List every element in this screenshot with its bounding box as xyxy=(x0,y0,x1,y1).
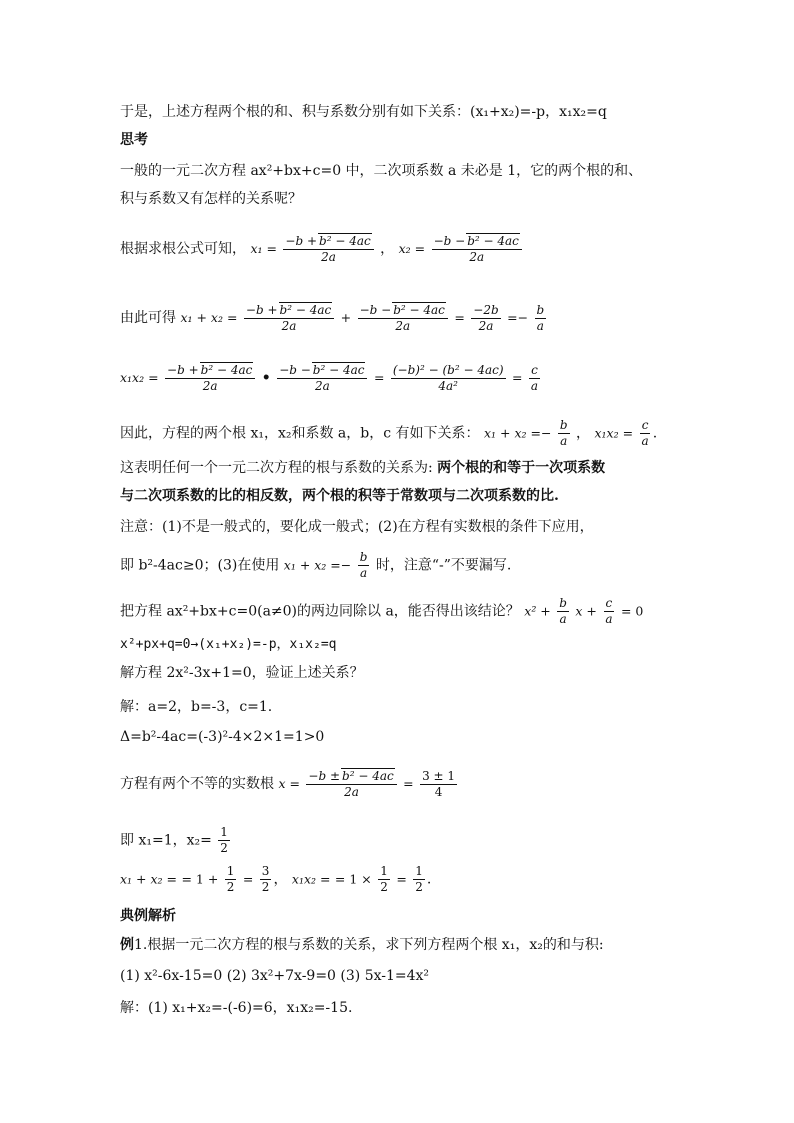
text-line: x²+px+q=0→(x₁+x₂)=-p，x₁x₂=q xyxy=(120,637,337,652)
fraction: $\frac{\text{−b − b² − 4ac}}{2a}$ xyxy=(358,302,448,334)
roots-values-line: 即 x₁=1，x₂= $\frac{1}{2}$ xyxy=(120,825,228,855)
fraction: $\frac{\text{−b − b² − 4ac}}{2a}$ xyxy=(277,362,367,394)
key-conclusion-continued: 与二次项系数的比的相反数，两个根的积等于常数项与二次项系数的比. xyxy=(120,488,559,504)
fraction: $\frac{\text{−b − b² − 4ac}}{2a}$ xyxy=(432,233,522,265)
fraction: $\frac{b}{a}$ xyxy=(536,302,545,333)
product-derivation-line: x₁x₂ = $\frac{\text{−b + b² − 4ac}}{2a}$ • $\frac{\text{−b − b² − 4ac}}{2a}$ = $\frac{\text{(−b)² − (b² − 4ac)}}{\text{4a²}}$ = $\frac{c}{a}$ xyxy=(120,362,539,393)
text-line: 于是，上述方程两个根的和、积与系数分别有如下关系：(x₁+x₂)=-p，x₁x₂=q xyxy=(120,104,607,120)
sum-derivation-line: 由此可得 x₁ + x₂ = $\frac{\text{−b + b² − 4ac}}{2a}$ + $\frac{\text{−b − b² − 4ac}}{2a}$ = $\frac{-2b}{2a}$ =− $\frac{b}{a}$ xyxy=(120,302,545,333)
section-heading-think: 思考 xyxy=(120,132,148,148)
verification-line: x₁ + x₂ = = 1 + $\frac{1}{2}$ = $\frac{3}{2}$ ， x₁x₂ = = 1 × $\frac{1}{2}$ = $\frac{1}{2}$ . xyxy=(120,864,432,894)
fraction: $\frac{c}{a}$ xyxy=(641,418,649,448)
text-line: 解方程 2x²-3x+1=0，验证上述关系？ xyxy=(120,665,364,681)
question-line: 把方程 ax²+bx+c=0(a≠0)的两边同除以 a，能否得出该结论？ x² + $\frac{b}{a}$ x + $\frac{c}{a}$ = 0 xyxy=(120,596,644,626)
note-line-2: 即 b²-4ac≥0；(3)在使用 x₁ + x₂ =− $\frac{b}{a}$ 时，注意“-”不要漏写. xyxy=(120,550,512,580)
math-term: x₁ = xyxy=(250,241,277,256)
section-heading-examples: 典例解析 xyxy=(120,908,176,924)
root-formula-line xyxy=(120,233,524,265)
text-line: 积与系数又有怎样的关系呢？ xyxy=(120,191,302,207)
punct: ， xyxy=(380,241,395,257)
text-line: Δ=b²-4ac=(-3)²-4×2×1=1>0 xyxy=(120,729,325,745)
solution-line: 解：(1) x₁+x₂=-(-6)=6，x₁x₂=-15. xyxy=(120,1000,353,1016)
text: 由此可得 xyxy=(120,310,176,326)
fraction: $\frac{\text{(−b)² − (b² − 4ac)}}{\text{4a²}}$ xyxy=(392,362,504,393)
fraction: $\frac{\text{−b + b² − 4ac}}{2a}$ xyxy=(244,302,334,334)
fraction: $\frac{3 \pm 1}{4}$ xyxy=(422,768,456,799)
fraction: $\frac{b}{a}$ xyxy=(559,418,568,448)
text-line: 这表明任何一个一元二次方程的根与系数的关系为: 两个根的和等于一次项系数 xyxy=(120,460,606,476)
fraction: $\frac{1}{2}$ xyxy=(415,864,423,894)
fraction: $\frac{c}{a}$ xyxy=(530,362,539,393)
example-equations: (1) x²-6x-15=0 (2) 3x²+7x-9=0 (3) 5x-1=4x² xyxy=(120,968,430,984)
text-line: 一般的一元二次方程 ax²+bx+c=0 中，二次项系数 a 未必是 1，它的两个根的和、 xyxy=(120,163,643,179)
fraction: $\frac{-2b}{2a}$ xyxy=(473,302,499,333)
relation-line: 因此，方程的两个根 x₁，x₂和系数 a，b，c 有如下关系： x₁ + x₂ =− $\frac{b}{a}$ ， x₁x₂ = $\frac{c}{a}$ . xyxy=(120,418,658,448)
fraction: $\frac{b}{a}$ xyxy=(559,596,567,626)
note-line: 注意：(1)不是一般式的，要化成一般式；(2)在方程有实数根的条件下应用， xyxy=(120,519,594,535)
text-line: 解：a=2，b=-3，c=1. xyxy=(120,699,273,715)
fraction: $\frac{c}{a}$ xyxy=(605,596,613,626)
text: 因此，方程的两个根 x₁，x₂和系数 a，b，c 有如下关系： xyxy=(120,425,480,442)
text: 根据求根公式可知， xyxy=(120,241,246,257)
fraction: $\frac{\text{−b ± b² − 4ac}}{2a}$ xyxy=(306,768,396,800)
math-term: x₁x₂ = xyxy=(120,370,159,385)
math-term: x₁ + x₂ = xyxy=(180,310,238,325)
fraction: $\frac{b}{a}$ xyxy=(359,550,368,580)
fraction: $\frac{\text{−b + b² − 4ac}}{2a}$ xyxy=(165,362,255,394)
math-term: x₂ = xyxy=(398,241,426,256)
key-conclusion: 两个根的和等于一次项系数 xyxy=(437,460,606,476)
fraction: $\frac{1}{2}$ xyxy=(220,825,228,855)
roots-line: 方程有两个不等的实数根 x = $\frac{\text{−b ± b² − 4ac}}{2a}$ = $\frac{3 \pm 1}{4}$ xyxy=(120,768,456,799)
fraction: $\frac{1}{2}$ xyxy=(380,864,388,894)
example-line: 例1.根据一元二次方程的根与系数的关系，求下列方程两个根 x₁，x₂的和与积: xyxy=(120,937,604,953)
fraction: $\frac{\text{−b + b² − 4ac}}{2a}$ xyxy=(283,233,373,265)
fraction: $\frac{3}{2}$ xyxy=(261,864,270,894)
fraction: $\frac{1}{2}$ xyxy=(226,864,235,894)
